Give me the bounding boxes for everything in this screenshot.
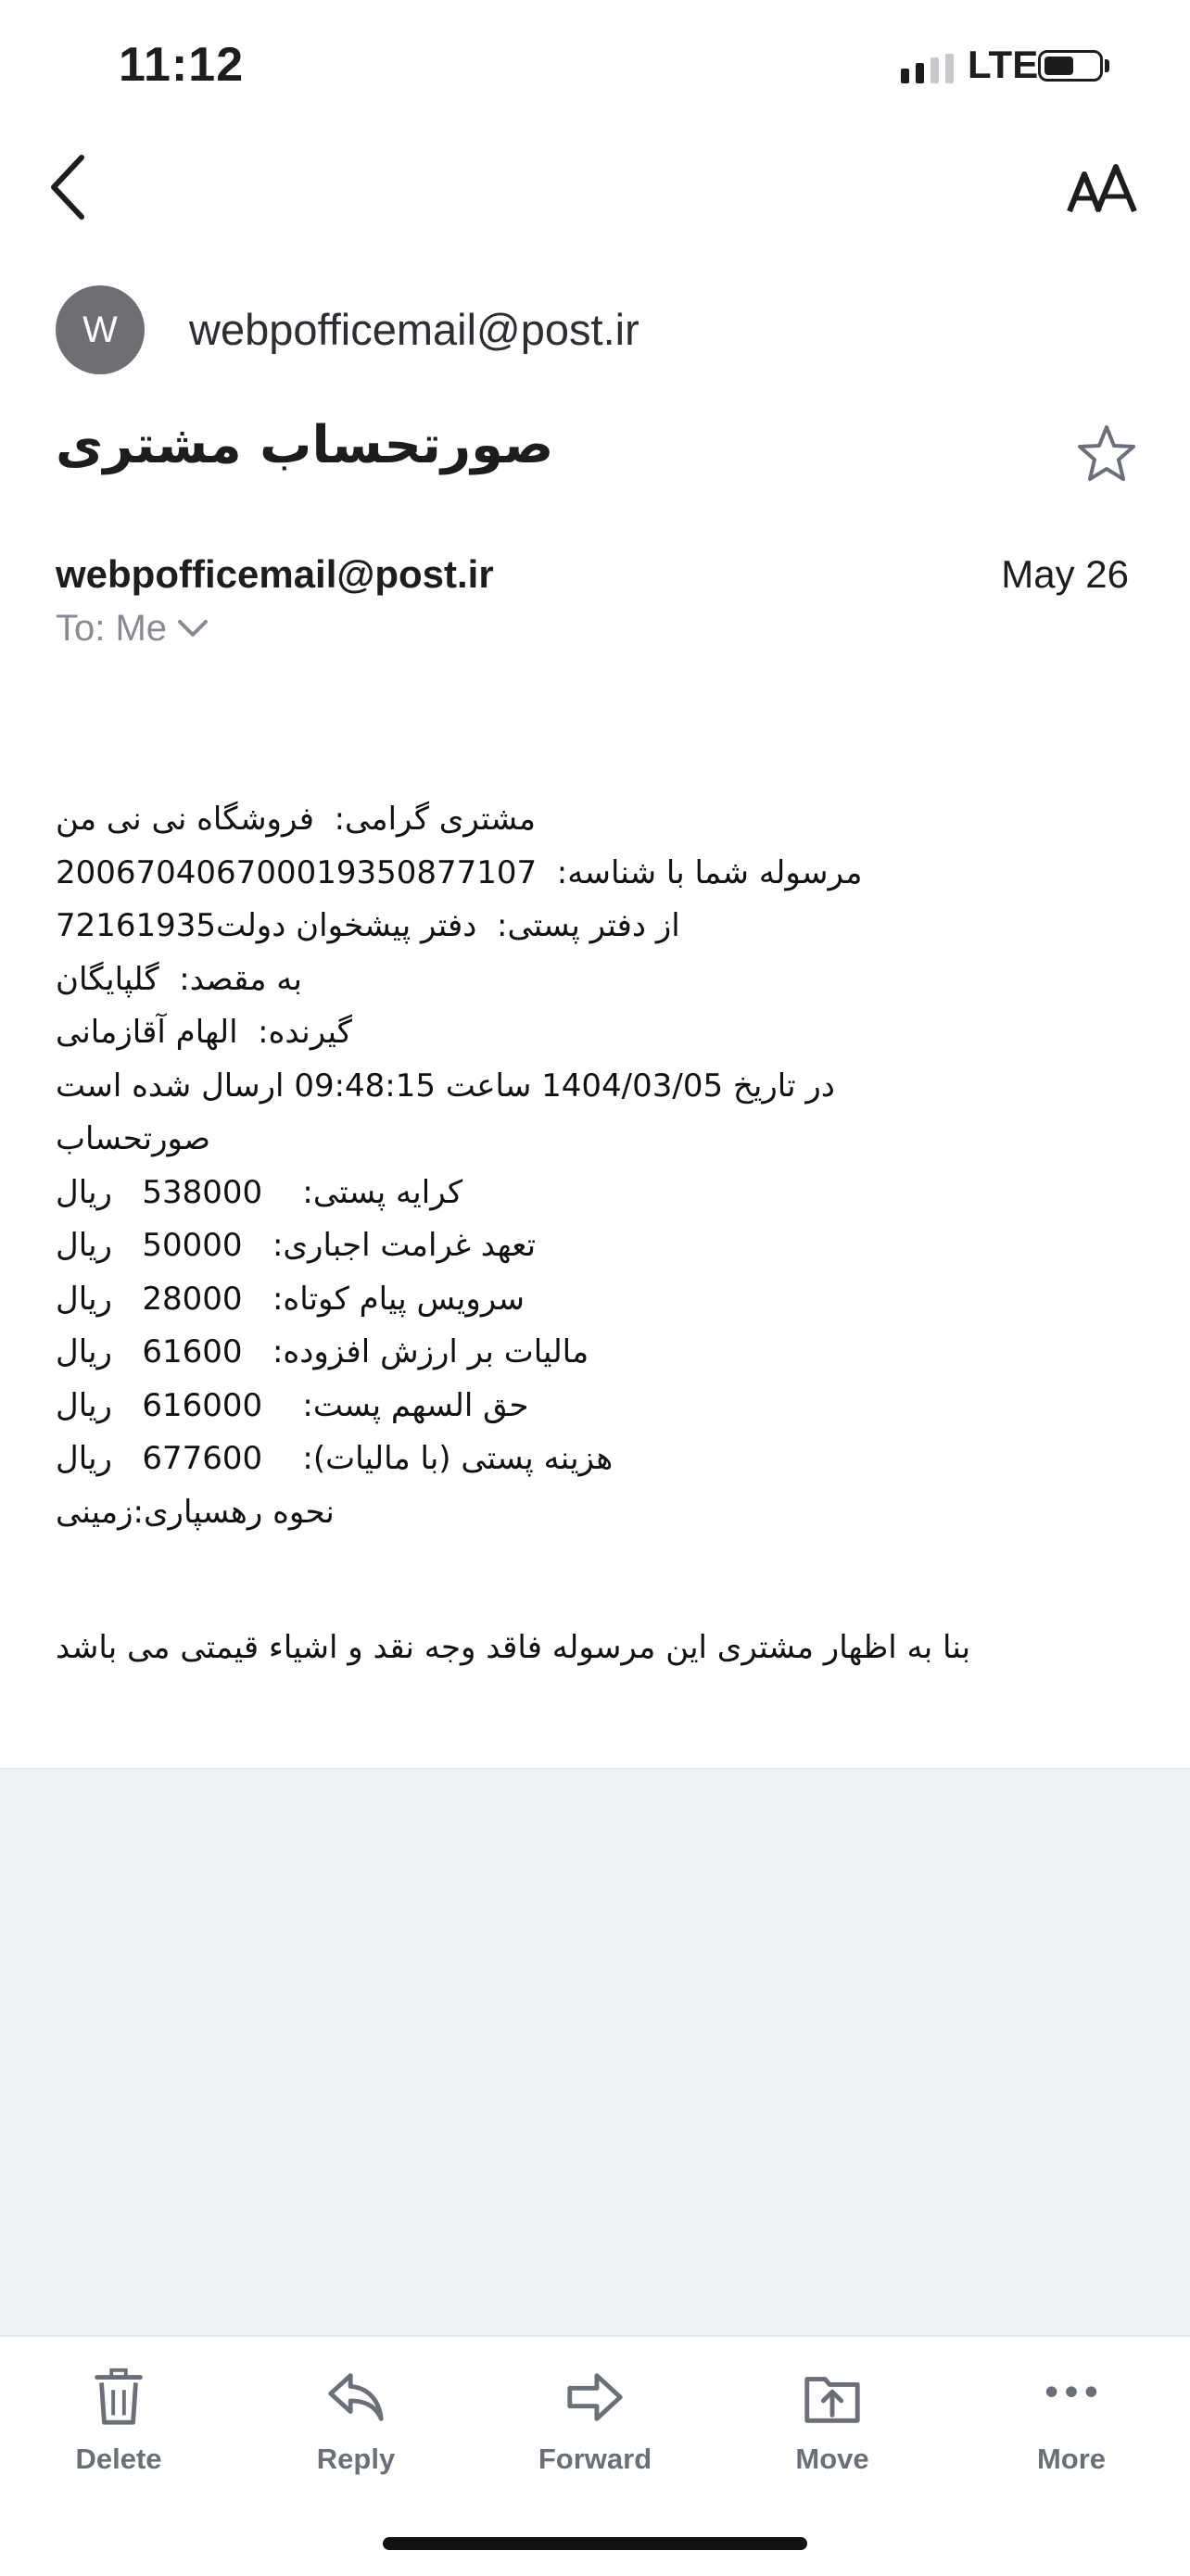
avatar[interactable]: W (56, 285, 145, 374)
body-line: مالیات بر ارزش افزوده: 61600 ریال (56, 1333, 589, 1370)
more-label: More (1036, 2443, 1107, 2475)
delete-button[interactable] (26, 2365, 211, 2476)
forward-button[interactable] (502, 2365, 688, 2476)
star-icon (1075, 423, 1138, 486)
move-folder-icon (799, 2365, 866, 2430)
body-disclaimer: بنا به اظهار مشتری این مرسوله فاقد وجه نقد و اشیاء قیمتی می باشد (56, 1629, 971, 1666)
body-line: در تاریخ 1404/03/05 ساعت 09:48:15 ارسال شده است (56, 1067, 835, 1105)
home-indicator[interactable] (383, 2537, 807, 2550)
body-line: کرایه پستی: 538000 ریال (56, 1173, 463, 1211)
reply-label: Reply (316, 2443, 396, 2475)
forward-label: Forward (538, 2443, 652, 2475)
network-label: LTE (968, 43, 1039, 86)
body-line: به مقصد: گلپایگان (56, 960, 302, 998)
move-button[interactable] (740, 2365, 925, 2476)
reply-icon (323, 2365, 389, 2430)
text-size-icon (1066, 159, 1140, 219)
text-size-button[interactable] (1066, 159, 1140, 219)
chevron-left-icon (41, 148, 96, 226)
star-button[interactable] (1075, 423, 1138, 486)
chevron-down-icon (176, 618, 209, 640)
more-dots-icon (1038, 2365, 1105, 2430)
reply-button[interactable] (263, 2365, 449, 2476)
body-line: هزینه پستی (با مالیات): 677600 ریال (56, 1440, 614, 1477)
delete-label: Delete (75, 2443, 162, 2475)
move-label: Move (795, 2443, 869, 2475)
body-line: مرسوله شما با شناسه: 200670406700019350877107 (56, 853, 863, 891)
body-line: از دفتر پستی: دفتر پیشخوان دولت72161935 (56, 907, 680, 944)
body-line: صورتحساب (56, 1120, 210, 1157)
body-line: گیرنده: الهام آقازمانی (56, 1014, 352, 1051)
recipients-toggle[interactable] (56, 608, 209, 650)
body-line: مشتری گرامی: فروشگاه نی نی من (56, 801, 536, 838)
email-body (56, 793, 982, 1539)
more-button[interactable] (979, 2365, 1164, 2476)
sender-email[interactable]: webpofficemail@post.ir (189, 305, 639, 354)
battery-cap (1105, 59, 1109, 72)
forward-arrow-icon (562, 2365, 628, 2430)
from-address[interactable]: webpofficemail@post.ir (56, 552, 494, 596)
back-button[interactable] (41, 148, 96, 226)
body-line: حق السهم پست: 616000 ریال (56, 1386, 529, 1424)
battery-icon (1038, 50, 1103, 82)
message-background (0, 1768, 1190, 2336)
recipients-label: To: Me (56, 608, 168, 649)
email-date: May 26 (1001, 552, 1129, 596)
body-line: نحوه رهسپاری:زمینی (56, 1493, 335, 1531)
status-time: 11:12 (119, 38, 245, 92)
signal-icon (899, 54, 958, 85)
body-line: تعهد غرامت اجباری: 50000 ریال (56, 1227, 537, 1264)
email-subject: صورتحساب مشتری (56, 415, 554, 475)
trash-icon (85, 2365, 152, 2430)
body-line: سرویس پیام کوتاه: 28000 ریال (56, 1280, 525, 1318)
